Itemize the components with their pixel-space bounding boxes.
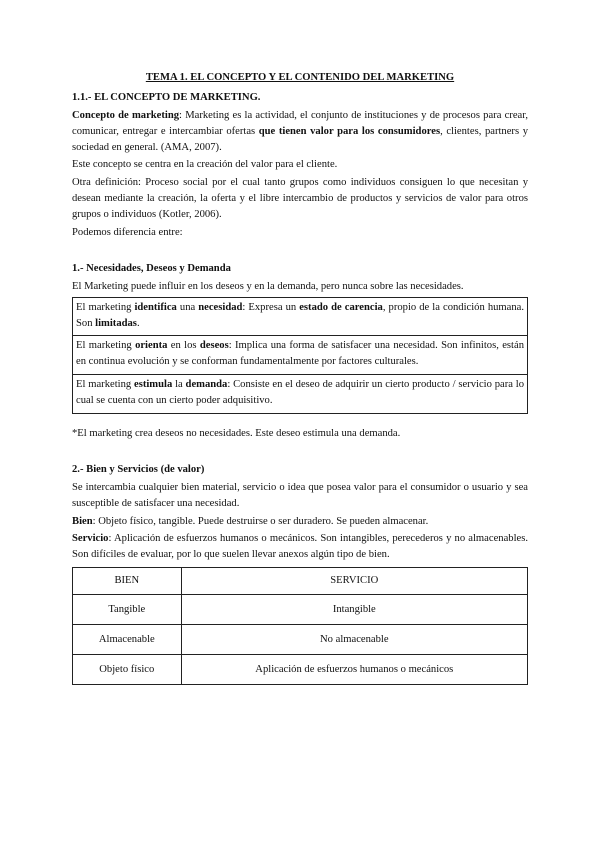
table-header-servicio: SERVICIO <box>181 568 527 595</box>
document-title: TEMA 1. EL CONCEPTO Y EL CONTENIDO DEL MARKETING <box>145 72 455 83</box>
section-heading-goods: 2.- Bien y Servicios (de valor) <box>72 463 205 475</box>
value-paragraph: Este concepto se centra en la creación del valor para el cliente. <box>72 159 338 171</box>
box1-bold4: limitadas <box>95 317 137 329</box>
box2-text3: : Implica una forma de satisfacer una necesidad. Son infinitos, están en continua evolución y se conforman fundamentalmente por factores culturales. <box>76 340 524 368</box>
table-cell: Tangible <box>73 595 182 625</box>
table-header-row <box>73 568 528 595</box>
goods-intro: Se intercambia cualquier bien material, servicio o idea que posea valor para el consumidor o usuario y sea susceptible de satisfacer una necesidad. <box>72 481 528 509</box>
bien-label: Bien <box>72 515 93 527</box>
concept-text-a: : Marketing es la actividad, el conjunto de instituciones y de procesos para crear, comunicar, entregar e intercambiar ofertas <box>72 109 528 137</box>
concept-text-b: , clientes, partners y sociedad en general. (AMA, 2007). <box>72 125 528 153</box>
box2-bold1: orienta <box>135 340 168 352</box>
box1-text2: una <box>176 301 199 313</box>
table-row <box>73 595 528 625</box>
box3-text1: El marketing <box>76 379 134 391</box>
table-cell: Almacenable <box>73 625 182 655</box>
box-demanda <box>72 375 528 414</box>
box-deseos <box>72 336 528 375</box>
document-page <box>72 70 528 685</box>
table-cell: No almacenable <box>181 625 527 655</box>
section-heading-concept: 1.1.- EL CONCEPTO DE MARKETING. <box>72 91 261 103</box>
table-row <box>73 655 528 685</box>
table-header-bien: BIEN <box>73 568 182 595</box>
box1-text5: . <box>136 317 140 329</box>
needs-intro: El Marketing puede influir en los deseos y en la demanda, pero nunca sobre las necesidades. <box>72 280 464 292</box>
box1-text4: , propio de la condición humana. Son <box>76 301 524 329</box>
concept-label: Concepto de marketing <box>72 109 180 121</box>
table-cell: Objeto físico <box>73 655 182 685</box>
concept-paragraph <box>72 108 528 156</box>
box2-text2: en los <box>167 340 200 352</box>
other-definition-paragraph: Otra definición: Proceso social por el cual tanto grupos como individuos consiguen lo que necesitan y desean mediante la creación, la oferta y el libre intercambio de productos y servicios de valor para otros grupos o individuos (Kotler, 2006). <box>72 177 528 221</box>
box3-bold2: demanda <box>185 379 228 391</box>
box1-bold3: estado de carencia <box>299 301 383 313</box>
table-cell: Aplicación de esfuerzos humanos o mecánicos <box>181 655 527 685</box>
concept-bold: que tienen valor para los consumidores <box>258 125 441 137</box>
goods-services-table <box>72 567 528 685</box>
bien-text: : Objeto físico, tangible. Puede destruirse o ser duradero. Se pueden almacenar. <box>92 515 429 527</box>
box1-bold2: necesidad <box>198 301 243 313</box>
servicio-paragraph <box>72 531 528 563</box>
box3-text3: : Consiste en el deseo de adquirir un cierto producto / servicio para lo cual se cuenta con un cierto poder adquisitivo. <box>76 379 524 407</box>
box1-bold1: identifica <box>134 301 177 313</box>
table-cell: Intangible <box>181 595 527 625</box>
box2-bold2: deseos <box>199 340 229 352</box>
bien-paragraph <box>72 514 528 530</box>
box1-text3: : Expresa un <box>242 301 300 313</box>
box2-text1: El marketing <box>76 340 136 352</box>
box-necesidad <box>72 297 528 337</box>
note-paragraph: *El marketing crea deseos no necesidades. Este deseo estimula una demanda. <box>72 428 401 440</box>
box3-text2: la <box>172 379 186 391</box>
section-heading-needs: 1.- Necesidades, Deseos y Demanda <box>72 262 231 274</box>
servicio-text: : Aplicación de esfuerzos humanos o mecánicos. Son intangibles, perecederos y no almacenables. Son difíciles de evaluar, por lo que suelen llevar anexos algún tipo de bien. <box>72 533 528 561</box>
differentiate-paragraph: Podemos diferencia entre: <box>72 227 183 239</box>
table-row <box>73 625 528 655</box>
needs-boxes <box>72 297 528 414</box>
box1-text1: El marketing <box>76 301 135 313</box>
servicio-label: Servicio <box>72 533 109 545</box>
box3-bold1: estimula <box>134 379 173 391</box>
